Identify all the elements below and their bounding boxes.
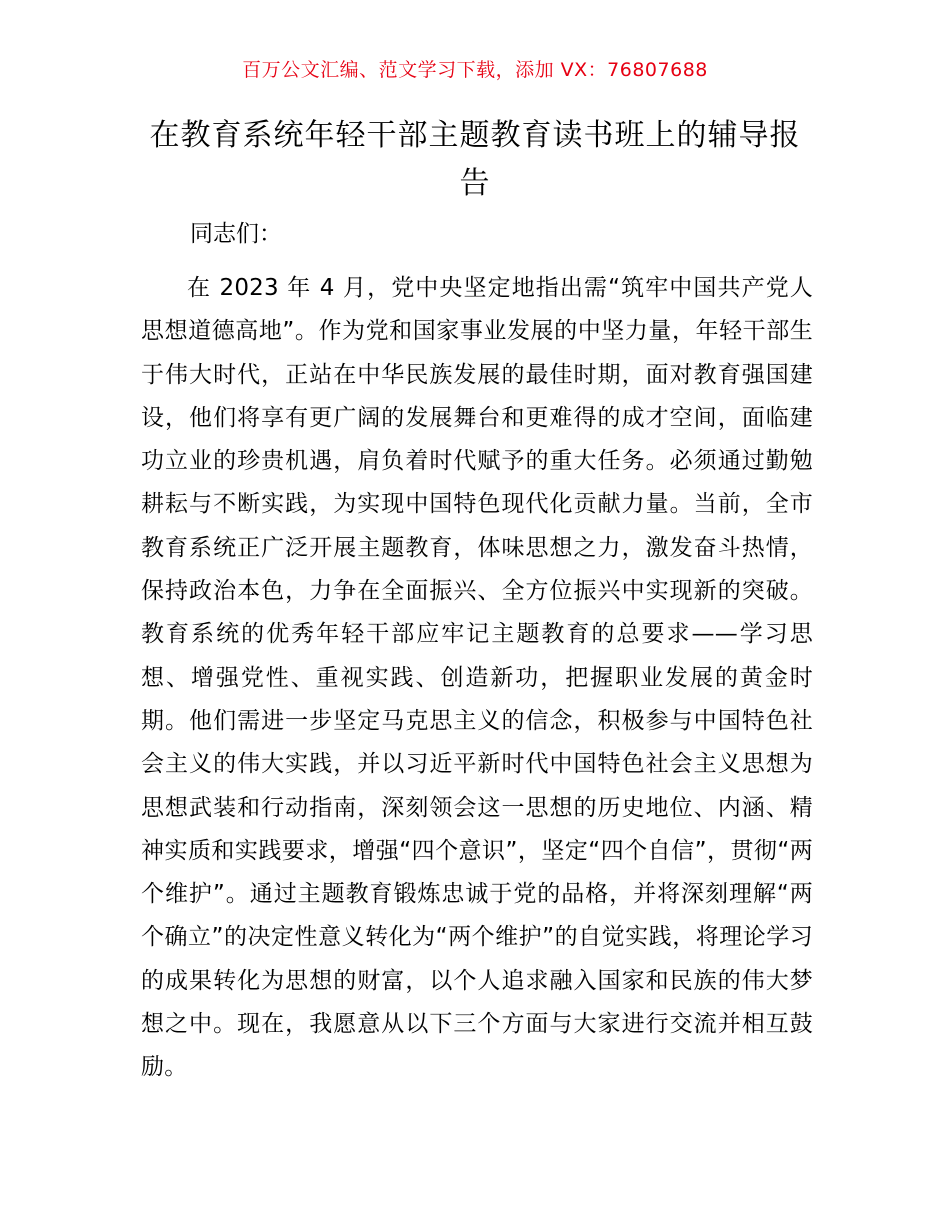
document-title: 在教育系统年轻干部主题教育读书班上的辅导报告	[149, 118, 801, 201]
header-watermark-note: 百万公文汇编、范文学习下载，添加 VX：76807688	[242, 59, 708, 81]
body-paragraph: 在 2023 年 4 月，党中央坚定地指出需“筑牢中国共产党人思想道德高地”。作为党和国家事业发展的中坚力量，年轻干部生于伟大时代，正站在中华民族发展的最佳时期，面对教育强国建设，他们将享有更广阔的发展舞台和更难得的成才空间，面临建功立业的珍贵机遇，肩负着时代赋予的重大任务。必须通过勤勉耕耘与不断实践，为实现中国特色现代化贡献力量。当前，全市教育系统正广泛开展主题教育，体味思想之力，激发奋斗热情，保持政治本色，力争在全面振兴、全方位振兴中实现新的突破。教育系统的优秀年轻干部应牢记主题教育的总要求——学习思想、增强党性、重视实践、创造新功，把握职业发展的黄金时期。他们需进一步坚定马克思主义的信念，积极参与中国特色社会主义的伟大实践，并以习近平新时代中国特色社会主义思想为思想武装和行动指南，深刻领会这一思想的历史地位、内涵、精神实质和实践要求，增强“四个意识”，坚定“四个自信”，贯彻“两个维护”。通过主题教育锻炼忠诚于党的品格，并将深刻理解“两个确立”的决定性意义转化为“两个维护”的自觉实践，将理论学习的成果转化为思想的财富，以个人追求融入国家和民族的伟大梦想之中。现在，我愿意从以下三个方面与大家进行交流并相互鼓励。	[141, 275, 813, 1081]
salutation: 同志们：	[190, 221, 282, 247]
